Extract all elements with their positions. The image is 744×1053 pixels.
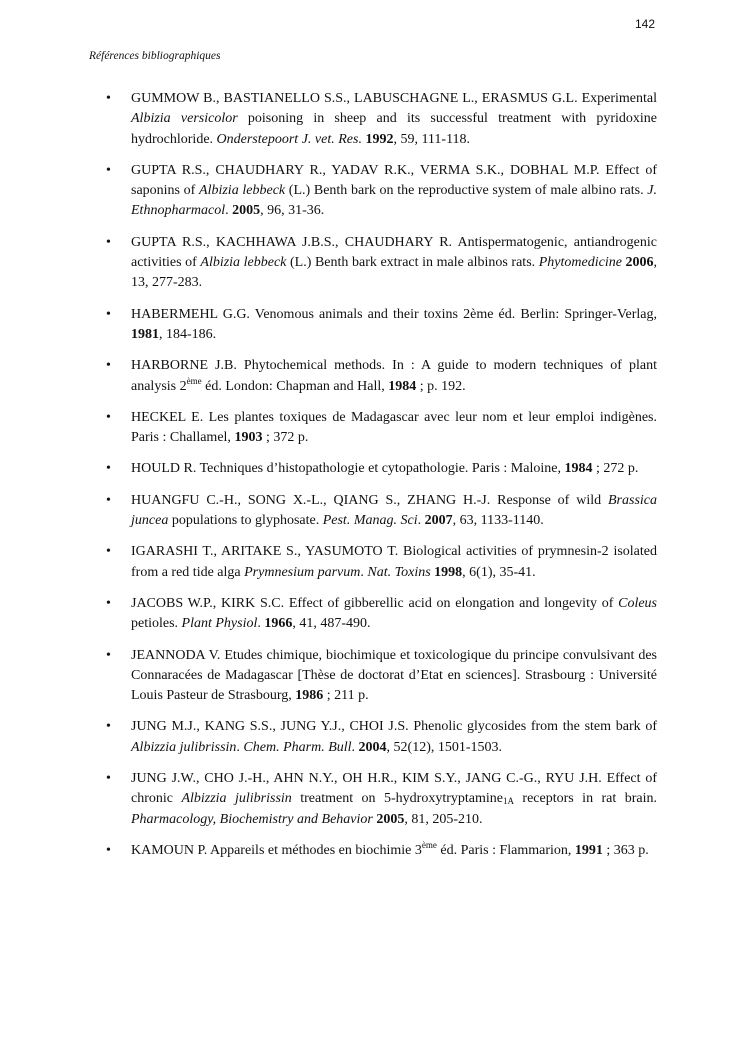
reference-entry [106, 356, 657, 397]
reference-text: , 6(1), 35-41. [462, 564, 536, 580]
reference-year: 2006 [625, 255, 654, 271]
reference-text: , 63, 1133-1140. [452, 513, 544, 529]
reference-entry [106, 841, 657, 861]
bullet-icon: • [106, 358, 111, 374]
reference-text: ; 363 p. [602, 842, 649, 858]
reference-text: treatment on 5-hydroxytryptamine [291, 791, 503, 807]
reference-year: 1981 [131, 326, 159, 342]
reference-text: JACOBS W.P., KIRK S.C. Effect of gibberellic acid on elongation and longevity of [131, 595, 619, 611]
reference-text: , 81, 205-210. [404, 811, 483, 827]
reference-year: 1903 [234, 430, 263, 446]
reference-italic-text: Albizia lebbeck [199, 183, 286, 199]
reference-text: populations to glyphosate. [168, 513, 323, 529]
reference-text: ; 272 p. [592, 461, 639, 477]
reference-italic-text: Brassica juncea [131, 492, 657, 529]
reference-text: , 59, 111-118. [393, 131, 471, 147]
reference-text: HOULD R. Techniques d’histopathologie et cytopathologie. Paris : Maloine, [131, 461, 565, 477]
reference-text: IGARASHI T., ARITAKE S., YASUMOTO T. Biological activities of prymnesin-2 isolated from a red tide alga [131, 544, 657, 580]
reference-entry [106, 594, 657, 635]
reference-text: petioles. [131, 616, 182, 632]
reference-text: ème [186, 375, 202, 386]
reference-italic-text: Coleus [618, 595, 657, 611]
reference-entry [106, 161, 657, 222]
reference-text: HARBORNE J.B. Phytochemical methods. In : A guide to modern techniques of plant analysis 2 [131, 358, 657, 394]
reference-year: 1998 [434, 564, 463, 580]
reference-italic-text: Albizia lebbeck [200, 255, 287, 271]
running-header: Références bibliographiques [89, 50, 221, 62]
reference-text: JUNG M.J., KANG S.S., JUNG Y.J., CHOI J.S. Phenolic glycosides from the stem bark of [131, 719, 657, 735]
reference-year: 2005 [376, 811, 405, 827]
bullet-icon: • [106, 719, 111, 735]
bullet-icon: • [106, 234, 111, 250]
reference-entry [106, 646, 657, 707]
bullet-icon: • [106, 91, 111, 106]
reference-text: HUANGFU C.-H., SONG X.-L., QIANG S., ZHANG H.-J. Response of wild [131, 492, 608, 508]
reference-text: poisoning in sheep and its successful treatment with pyridoxine hydrochloride. [131, 111, 657, 147]
reference-entry [106, 233, 657, 294]
reference-text: ; 211 p. [323, 688, 369, 704]
reference-text: 1A [502, 796, 514, 807]
bullet-icon: • [106, 771, 111, 787]
reference-text: JEANNODA V. Etudes chimique, biochimique et toxicologique du principe convulsivant des Connaracées de Madagascar [Thèse de doctorat d’Etat en sciences]. Strasbourg : Université Louis Pasteur de Strasbourg, [131, 647, 657, 704]
reference-italic-text: Albizzia julibrissin [181, 791, 292, 807]
reference-year: 1966 [264, 616, 293, 632]
reference-text: HABERMEHL G.G. Venomous animals and their toxins 2ème éd. Berlin: Springer-Verlag, [131, 306, 657, 322]
bullet-icon: • [106, 461, 111, 477]
reference-italic-text: Pharmacology, Biochemistry and Behavior [131, 811, 373, 827]
reference-entry [106, 491, 657, 532]
reference-text: HECKEL E. Les plantes toxiques de Madagascar avec leur nom et leur emploi indigènes. Paris : Challamel, [131, 409, 657, 446]
bullet-icon: • [106, 647, 111, 663]
reference-entry [106, 408, 657, 449]
reference-italic-text: Nat. Toxins [367, 564, 431, 580]
reference-text: . [417, 513, 425, 529]
reference-italic-text: Pest. Manag. Sci [322, 513, 418, 529]
bullet-icon: • [106, 162, 111, 178]
reference-text: . [236, 739, 244, 755]
reference-year: 2007 [424, 513, 453, 529]
reference-entry [106, 717, 657, 758]
reference-entry [106, 89, 657, 150]
reference-italic-text: Albizzia julibrissin [131, 739, 237, 755]
reference-text: GUPTA R.S., CHAUDHARY R., YADAV R.K., VERMA S.K., DOBHAL M.P. Effect of saponins of [131, 162, 657, 199]
bullet-icon: • [106, 842, 111, 858]
reference-entry [106, 459, 657, 479]
reference-italic-text: Prymnesium parvum [244, 564, 361, 580]
reference-text: éd. Paris : Flammarion, [436, 842, 575, 858]
reference-text: . [225, 203, 233, 219]
reference-year: 1986 [295, 688, 324, 704]
reference-italic-text: Plant Physiol [181, 616, 258, 632]
reference-year: 1992 [365, 131, 394, 147]
reference-year: 2005 [232, 203, 261, 219]
reference-text: (L.) Benth bark extract in male albinos rats. [286, 255, 539, 271]
reference-text: . [257, 616, 265, 632]
page-number: 142 [634, 17, 655, 31]
reference-text: , 13, 277-283. [131, 255, 658, 291]
reference-text: receptors in rat brain. [513, 791, 657, 807]
reference-entry [106, 542, 657, 583]
reference-year: 2004 [358, 739, 387, 755]
bullet-icon: • [106, 595, 111, 611]
bullet-icon: • [106, 492, 111, 508]
reference-text: éd. London: Chapman and Hall, [201, 378, 389, 394]
reference-year: 1984 [564, 461, 593, 477]
reference-text: . [360, 564, 368, 580]
reference-text: GUPTA R.S., KACHHAWA J.B.S., CHAUDHARY R. Antispermatogenic, antiandrogenic activities of [131, 234, 657, 271]
reference-italic-text: Albizia versicolor [131, 111, 238, 127]
reference-text: JUNG J.W., CHO J.-H., AHN N.Y., OH H.R., KIM S.Y., JANG C.-G., RYU J.H. Effect of chronic [131, 771, 657, 807]
reference-text: (L.) Benth bark on the reproductive system of male albino rats. [285, 183, 648, 199]
reference-text: ème [421, 839, 437, 850]
reference-entry [106, 305, 657, 346]
reference-text: , 41, 487-490. [292, 616, 371, 632]
reference-text: . [351, 739, 359, 755]
bullet-icon: • [106, 544, 111, 560]
reference-year: 1984 [388, 378, 417, 394]
reference-text: GUMMOW B., BASTIANELLO S.S., LABUSCHAGNE L., ERASMUS G.L. Experimental [131, 91, 657, 106]
reference-text: , 52(12), 1501-1503. [386, 739, 503, 755]
bullet-icon: • [106, 306, 111, 322]
reference-text: ; 372 p. [262, 430, 309, 446]
reference-italic-text: Onderstepoort J. vet. Res. [216, 131, 362, 147]
bullet-icon: • [106, 409, 111, 425]
reference-year: 1991 [574, 842, 603, 858]
reference-list [106, 89, 657, 872]
reference-text: ; p. 192. [416, 378, 466, 394]
reference-italic-text: J. Ethnopharmacol [131, 183, 657, 219]
reference-text: , 96, 31-36. [260, 203, 325, 219]
reference-entry [106, 769, 657, 830]
reference-text: , 184-186. [159, 326, 217, 342]
reference-italic-text: Chem. Pharm. Bull [243, 739, 352, 755]
reference-italic-text: Phytomedicine [538, 255, 622, 271]
reference-text: KAMOUN P. Appareils et méthodes en biochimie 3 [131, 842, 422, 858]
